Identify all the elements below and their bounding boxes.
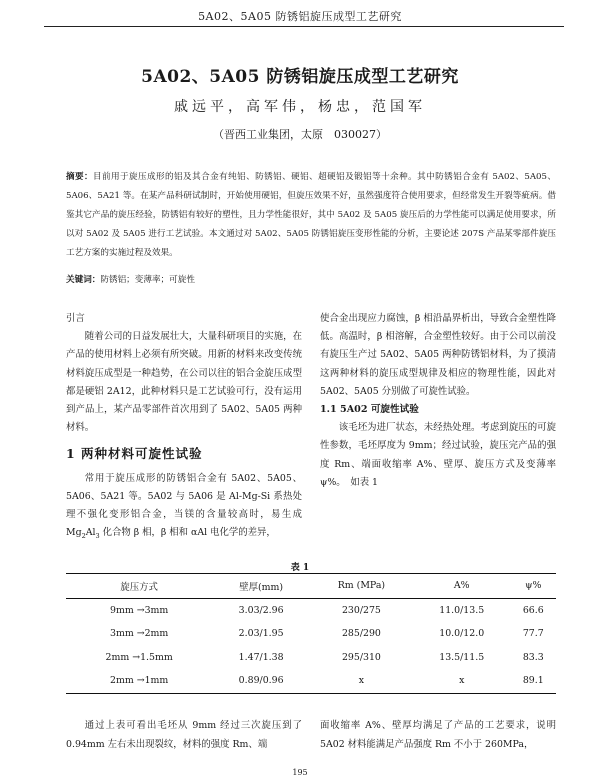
table-cell: x [413,669,511,693]
table-cell: 66.6 [522,604,544,616]
table-header-cell: Rm (MPa) [310,574,413,599]
keywords-label: 关键词： [66,275,101,285]
table-row [66,598,556,622]
footer-right-paragraph: 面收缩率 A%、壁厚均满足了产品的工艺要求，说明 5A02 材料能满足产品强度 Rm 不小于 260MPa， [320,720,556,750]
paper-title: 5A02、5A05 防锈铝旋压成型工艺研究 [141,67,459,87]
table-header-cell: A% [413,574,511,599]
table-cell: 0.89/0.96 [212,669,310,693]
page-number: 195 [292,768,308,777]
table-cell: 3mm →2mm [109,628,169,640]
table-cell: 89.1 [511,669,556,693]
table-row [66,669,556,693]
subsection-heading: 1.1 5A02 可旋性试验 [320,404,419,416]
table-row [66,622,556,646]
section1-heading: 1 两种材料可旋性试验 [66,446,203,462]
table-cell: 1.47/1.38 [238,651,284,663]
table-cell: 230/275 [341,604,381,616]
table-cell: 2.03/1.95 [238,628,284,640]
table-cell: 83.3 [522,651,544,663]
subsection-paragraph: 该毛坯为进厂状态，未经热处理。考虑到旋压的可旋性参数，毛坯厚度为 9mm；经过试验，旋压完产品的强度 Rm、端面收缩率 A%、壁厚、旋压方式及变薄率 ψ%。 如表 1 [320,422,556,488]
table-row [66,646,556,670]
table-cell: 2mm →1mm [66,669,212,693]
abstract-text: 目前用于旋压成形的铝及其合金有纯铝、防锈铝、硬铝、超硬铝及锻铝等十余种。其中防锈铝合金有 5A02、5A05、5A06、5A21 等。在某产品科研试制时，开始使用硬铝，但旋压效果不好，虽然强度符合使用要求，但经常发生开裂等疵病。借鉴其它产品的旋压经验，防锈铝有较好的塑性，且力学性能很好，其中 5A02 及 5A05 旋压后的力学性能可以满足使用要求，所以对 5A02 及 5A05 进行工艺试验。本文通过对 5A02、5A05 防锈铝旋压变形性能的分析，主要论述 207S 产品某零部件旋压工艺方案的实施过程及效果。 [66,172,556,258]
intro-paragraph: 随着公司的日益发展壮大，大量科研项目的实施，在产品的使用材料上必须有所突破。用新的材料来改变传统材料旋压成型是一种趋势，在公司以往的铝合金旋压成型都是硬铝 2A12，此种材料只是工艺试验可行，没有运用到产品上，某产品零部件首次用到了 5A02、5A05 两种材料。 [66,331,302,434]
intro-heading: 引言 [66,313,85,324]
left-column [66,310,302,545]
paper-affiliation: （晋西工业集团，太原 030027） [213,128,387,141]
table-header-cell: 旋压方式 [66,574,212,599]
table-cell: 3.03/2.96 [238,604,284,616]
formula-al: Al [85,527,96,539]
table-cell: 11.0/13.5 [439,604,485,616]
table-header-cell: ψ% [511,574,556,599]
section1-paragraph [66,470,302,546]
paper-authors: 戚远平，高军伟，杨忠，范国军 [174,99,426,115]
table-cell: 77.7 [522,628,544,640]
right-paragraph-1: 使合金出现应力腐蚀，β 相沿晶界析出，导致合金塑性降低。高温时，β 相溶解，合金塑性较好。由于公司以前没有旋压生产过 5A02、5A05 两种防锈铝材料，为了摸清这两种材料的旋压成型规律及相应的物理性能，因此对 5A02、5A05 分别做了可旋性试验。 [320,313,556,397]
formula-sub-3: 3 [95,532,100,541]
table-cell: 9mm →3mm [109,604,169,616]
section1-para-a: 常用于旋压成形的防锈铝合金有 5A02、5A05、5A06、5A21 等。5A02 与 5A06 是 Al-Mg-Si 系热处理不强化变形铝合金，当镁的含量较高时，易生成 [66,472,302,521]
section1-para-b: 化合物 β 相，β 相和 αAl 电化学的差异， [99,527,276,539]
table-cell: 295/310 [341,651,381,663]
footer-left-paragraph: 通过上表可看出毛坯从 9mm 经过三次旋压到了 0.94mm 左右未出现裂纹，材料的强度 Rm、端 [66,720,302,750]
running-head: 5A02、5A05 防锈铝旋压成型工艺研究 [198,10,402,23]
keywords-text: 防锈铝；变薄率；可旋性 [100,275,195,285]
header-rule [44,26,564,27]
table-cell: 13.5/11.5 [439,651,485,663]
table-caption: 表 1 [290,563,310,573]
abstract [66,168,556,263]
results-table [66,573,556,694]
table-cell: x [310,669,413,693]
abstract-label: 摘要： [66,172,94,182]
table-cell: 2mm →1.5mm [105,651,173,663]
right-column [320,310,556,492]
formula-mg: Mg [66,527,82,539]
table-header-cell: 壁厚(mm) [212,574,310,599]
table-cell: 285/290 [341,628,381,640]
keywords [66,273,556,285]
table-header-row [66,574,556,599]
table-cell: 10.0/12.0 [439,628,485,640]
formula-sub-2: 2 [81,532,86,541]
